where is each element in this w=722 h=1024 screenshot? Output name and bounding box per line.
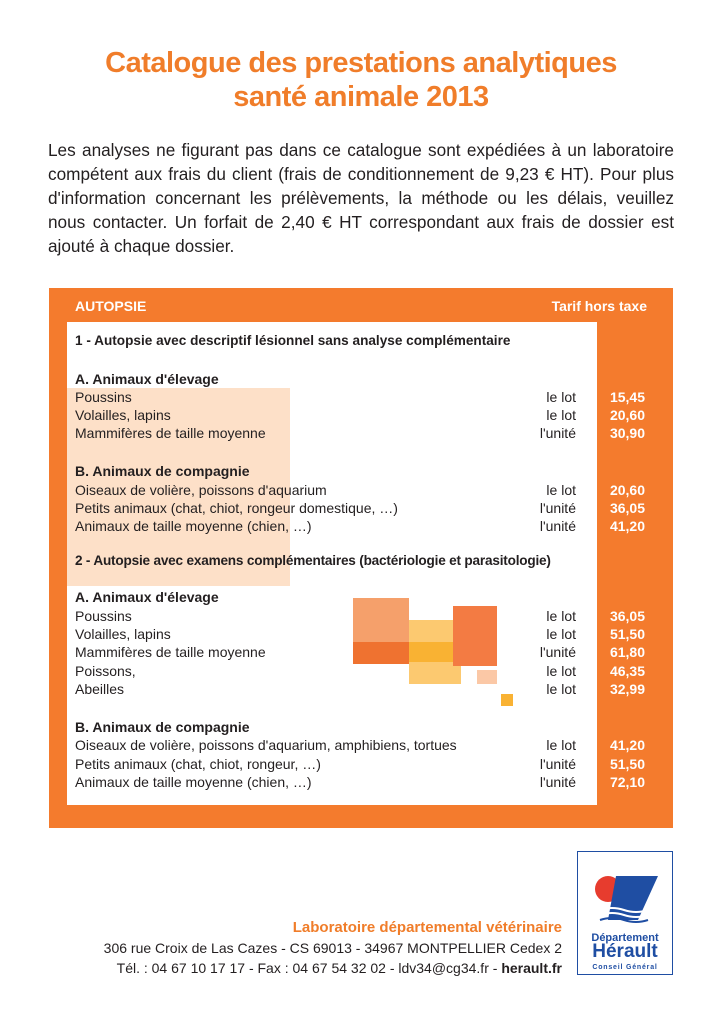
row-label: Animaux de taille moyenne (chien, …) xyxy=(75,518,312,534)
table-row xyxy=(75,625,673,643)
row-label: Mammifères de taille moyenne xyxy=(75,644,266,660)
table-row xyxy=(75,755,673,773)
logo-line2: Hérault xyxy=(592,941,658,962)
lab-contact-line xyxy=(104,958,562,978)
row-unit: le lot xyxy=(546,608,576,624)
row-price: 15,45 xyxy=(609,389,645,405)
herault-emblem-icon xyxy=(578,852,672,932)
herault-logo xyxy=(577,851,673,975)
table-row xyxy=(75,643,673,661)
table-row xyxy=(75,406,673,424)
row-price: 20,60 xyxy=(609,482,645,498)
row-label: Oiseaux de volière, poissons d'aquarium, amphibiens, tortues xyxy=(75,737,457,753)
row-label: Abeilles xyxy=(75,681,125,697)
row-unit: le lot xyxy=(546,681,576,697)
row-label: Mammifères de taille moyenne xyxy=(75,425,266,441)
row-label: Animaux de taille moyenne (chien, …) xyxy=(75,774,312,790)
section-2-title: 2 - Autopsie avec examens complémentaires (bactériologie et parasitologie) xyxy=(75,553,551,568)
row-unit: le lot xyxy=(546,737,576,753)
table-row xyxy=(75,607,673,625)
row-label: Volailles, lapins xyxy=(75,407,171,423)
section-1-title: 1 - Autopsie avec descriptif lésionnel sans analyse complémentaire xyxy=(75,333,511,348)
table-row xyxy=(75,481,673,499)
row-price: 51,50 xyxy=(609,626,645,642)
row-unit: l'unité xyxy=(539,774,576,790)
row-label: Poussins xyxy=(75,608,132,624)
table-row xyxy=(75,773,673,791)
row-price: 51,50 xyxy=(609,756,645,772)
lab-address: 306 rue Croix de Las Cazes - CS 69013 - 34967 MONTPELLIER Cedex 2 xyxy=(103,940,562,956)
section-2-group-b-title: B. Animaux de compagnie xyxy=(75,719,250,735)
row-unit: l'unité xyxy=(539,518,576,534)
row-price: 20,60 xyxy=(609,407,645,423)
row-unit: le lot xyxy=(546,663,576,679)
autopsie-panel xyxy=(49,288,673,828)
row-price: 36,05 xyxy=(609,500,645,516)
page-title-line2: santé animale 2013 xyxy=(233,81,489,113)
intro-paragraph: Les analyses ne figurant pas dans ce catalogue sont expédiées à un laboratoire compétent aux frais du client (frais de conditionnement de 9,23 € HT). Pour plus d'information concernant les prélèvements, la méthode ou les délais, veuillez nous contacter. Un forfait de 2,40 € HT correspondant aux frais de dossier est ajouté à chaque dossier. xyxy=(48,140,674,256)
row-label: Poissons, xyxy=(75,663,136,679)
table-row xyxy=(75,517,673,535)
row-unit: le lot xyxy=(546,407,576,423)
table-row xyxy=(75,499,673,517)
row-unit: le lot xyxy=(546,626,576,642)
row-label: Petits animaux (chat, chiot, rongeur, …) xyxy=(75,756,321,772)
row-price: 61,80 xyxy=(609,644,645,660)
panel-heading: AUTOPSIE xyxy=(75,298,147,314)
table-row xyxy=(75,662,673,680)
row-price: 36,05 xyxy=(609,608,645,624)
row-label: Petits animaux (chat, chiot, rongeur domestique, …) xyxy=(75,500,398,516)
table-row xyxy=(75,424,673,442)
row-unit: l'unité xyxy=(539,644,576,660)
row-unit: l'unité xyxy=(539,500,576,516)
row-price: 46,35 xyxy=(609,663,645,679)
row-price: 41,20 xyxy=(609,737,645,753)
row-unit: le lot xyxy=(546,482,576,498)
price-heading: Tarif hors taxe xyxy=(551,298,647,314)
row-label: Oiseaux de volière, poissons d'aquarium xyxy=(75,482,327,498)
row-unit: le lot xyxy=(546,389,576,405)
footer-contact xyxy=(104,918,562,978)
section-1-group-b-title: B. Animaux de compagnie xyxy=(75,463,250,479)
row-price: 72,10 xyxy=(609,774,645,790)
row-price: 30,90 xyxy=(609,425,645,441)
lab-name: Laboratoire départemental vétérinaire xyxy=(292,919,562,936)
row-label: Volailles, lapins xyxy=(75,626,171,642)
table-row xyxy=(75,680,673,698)
logo-line1: Département xyxy=(591,932,659,944)
logo-line3: Conseil Général xyxy=(592,964,658,971)
section-2-group-a-title: A. Animaux d'élevage xyxy=(75,589,219,605)
row-price: 32,99 xyxy=(609,681,645,697)
row-price: 41,20 xyxy=(609,518,645,534)
page-title xyxy=(0,46,722,114)
row-unit: l'unité xyxy=(539,756,576,772)
lab-contact: Tél. : 04 67 10 17 17 - Fax : 04 67 54 32 02 - ldv34@cg34.fr - xyxy=(116,960,502,976)
table-row xyxy=(75,388,673,406)
row-unit: l'unité xyxy=(539,425,576,441)
website-link[interactable]: herault.fr xyxy=(501,960,562,976)
row-label: Poussins xyxy=(75,389,132,405)
section-1-group-a-title: A. Animaux d'élevage xyxy=(75,371,219,387)
page-title-line1: Catalogue des prestations analytiques xyxy=(105,47,617,79)
table-row xyxy=(75,736,673,754)
